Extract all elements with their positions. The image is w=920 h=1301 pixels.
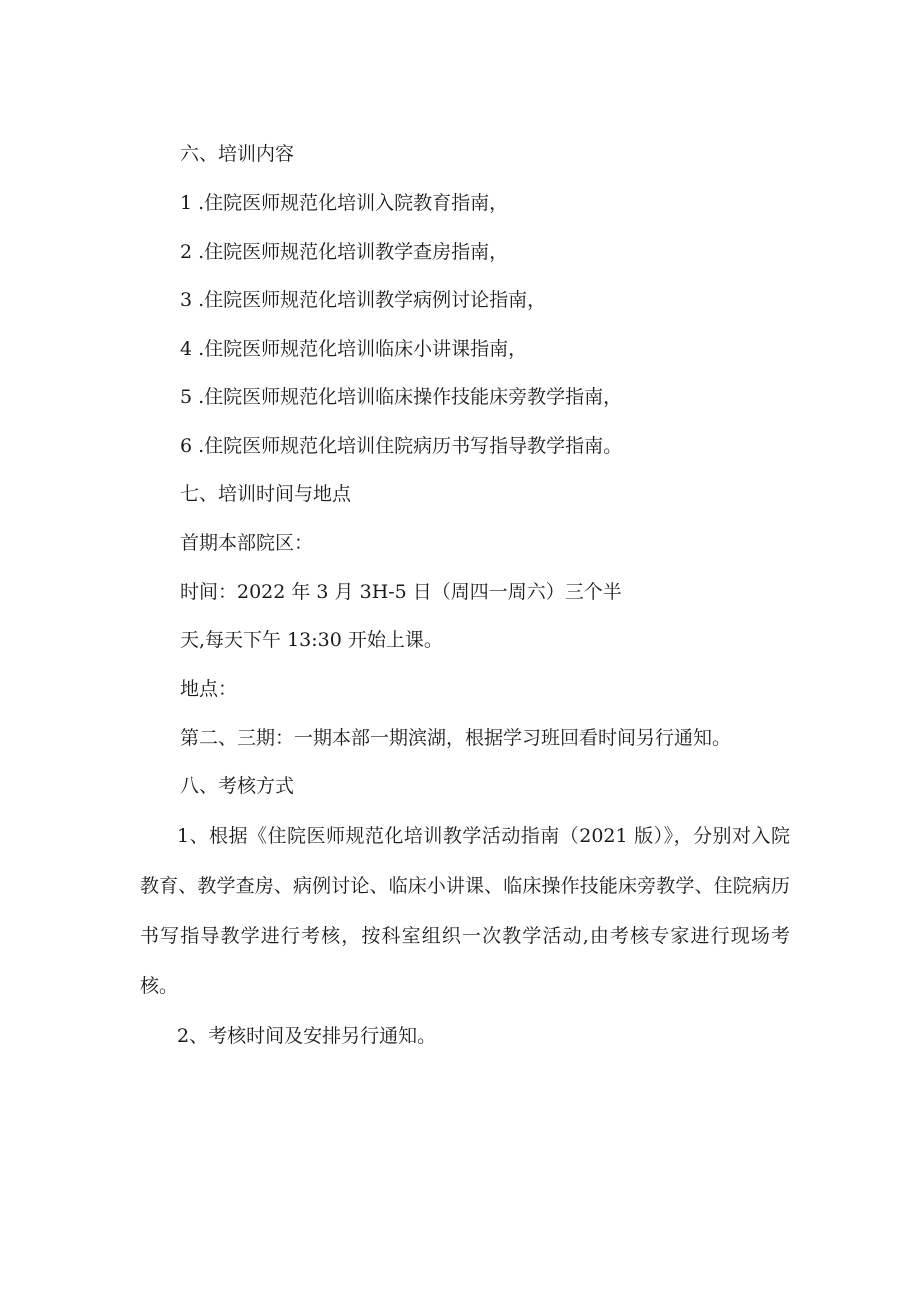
section-heading-time-place: 七、培训时间与地点 [180,483,352,505]
assessment-item-1: 1、根据《住院医师规范化培训教学活动指南（2021 版）》，分别对入院教育、教学查房、病例讨论、临床小讲课、临床操作技能床旁教学、住院病历书写指导教学进行考核，按科室组织一次教学活动,由考核专家进行现场考核。 [140,825,790,997]
place-detail: 第二、三期：一期本部一期滨湖，根据学习班回看时间另行通知。 [180,727,732,749]
list-item: 2 .住院医师规范化培训教学查房指南， [180,241,509,263]
section-heading-assessment: 八、考核方式 [180,775,295,797]
list-item: 4 .住院医师规范化培训临床小讲课指南， [180,338,528,360]
time-line-1: 时间：2022 年 3 月 3H-5 日（周四一周六）三个半 [180,581,622,603]
list-item: 5 .住院医师规范化培训临床操作技能床旁教学指南， [180,386,623,408]
list-item: 1 .住院医师规范化培训入院教育指南， [180,192,509,214]
section-heading-training-content: 六、培训内容 [180,143,295,165]
list-item: 6 .住院医师规范化培训住院病历书写指导教学指南。 [180,435,623,457]
time-line-2: 天,每天下午 13:30 开始上课。 [180,629,443,651]
list-item: 3 .住院医师规范化培训教学病例讨论指南， [180,289,547,311]
place-label: 地点： [180,678,238,700]
assessment-item-2: 2、考核时间及安排另行通知。 [177,1025,437,1047]
first-campus-label: 首期本部院区： [180,532,314,554]
